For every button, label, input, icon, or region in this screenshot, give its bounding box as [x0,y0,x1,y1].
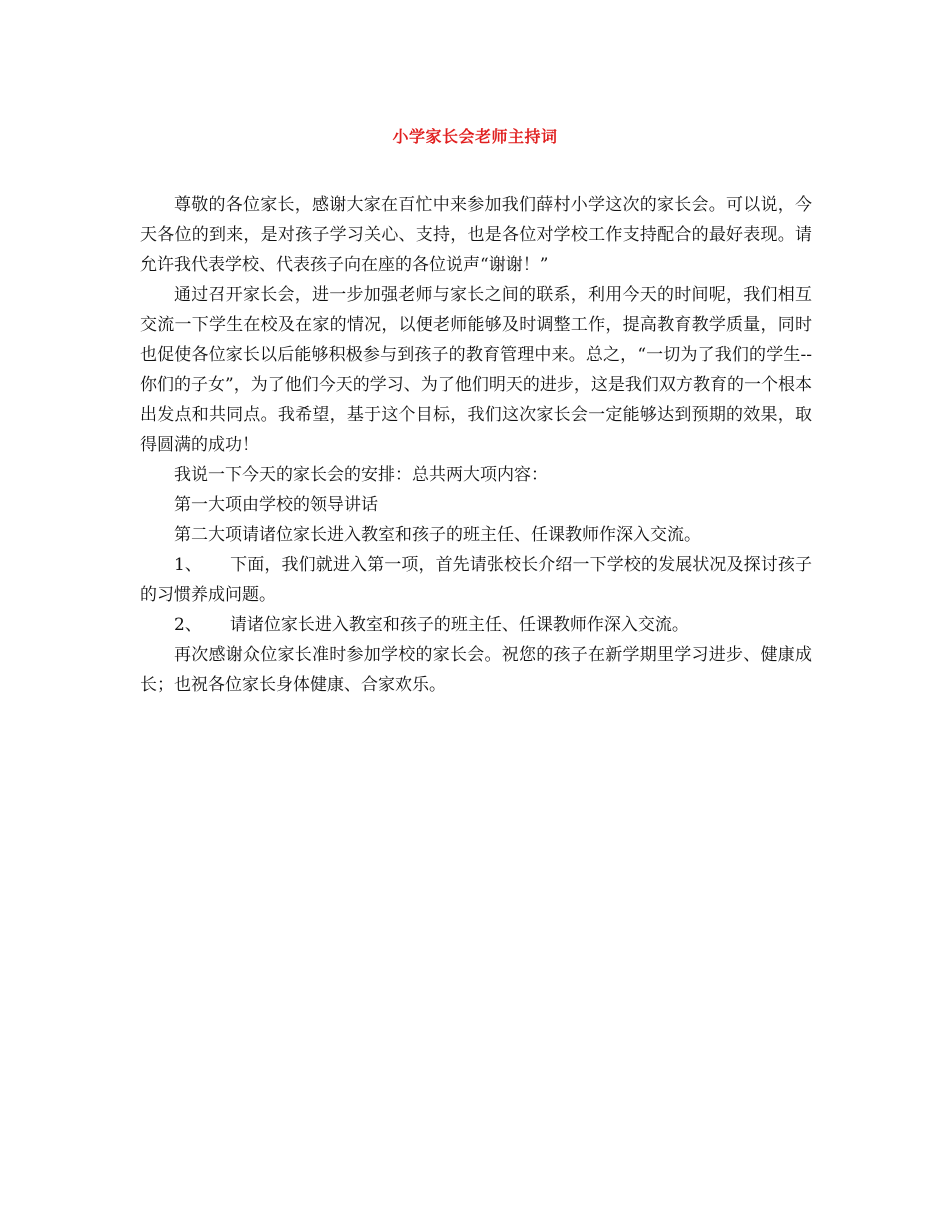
list-item-number: 2、 [174,615,202,635]
paragraph-closing: 再次感谢众位家长准时参加学校的家长会。祝您的孩子在新学期里学习进步、健康成长；也祝各位家长身体健康、合家欢乐。 [140,645,812,695]
list-item-text: 下面，我们就进入第一项，首先请张校长介绍一下学校的发展状况及探讨孩子的习惯养成问题。 [140,555,813,605]
list-item [140,610,812,640]
document-title: 小学家长会老师主持词 [392,127,558,146]
list-item-text: 请诸位家长进入教室和孩子的班主任、任课教师作深入交流。 [229,615,689,635]
list-item [140,550,812,610]
paragraph-agenda-part-two: 第二大项请诸位家长进入教室和孩子的班主任、任课教师作深入交流。 [174,525,701,545]
list-item-number: 1、 [174,555,203,575]
paragraph-agenda-part-one: 第一大项由学校的领导讲话 [174,495,378,515]
paragraph-purpose: 通过召开家长会，进一步加强老师与家长之间的联系，利用今天的时间呢，我们相互交流一下学生在校及在家的情况，以便老师能够及时调整工作，提高教育教学质量，同时也促使各位家长以后能够积极参与到孩子的教育管理中来。总之，“一切为了我们的学生--你们的子女”，为了他们今天的学习、为了他们明天的进步，这是我们双方教育的一个根本出发点和共同点。我希望，基于这个目标，我们这次家长会一定能够达到预期的效果，取得圆满的成功！ [140,285,812,455]
paragraph-agenda-intro: 我说一下今天的家长会的安排：总共两大项内容： [174,465,548,485]
paragraph-greeting: 尊敬的各位家长，感谢大家在百忙中来参加我们薛村小学这次的家长会。可以说，今天各位的到来，是对孩子学习关心、支持，也是各位对学校工作支持配合的最好表现。请允许我代表学校、代表孩子向在座的各位说声“谢谢！” [140,195,812,275]
document-body [140,190,812,700]
